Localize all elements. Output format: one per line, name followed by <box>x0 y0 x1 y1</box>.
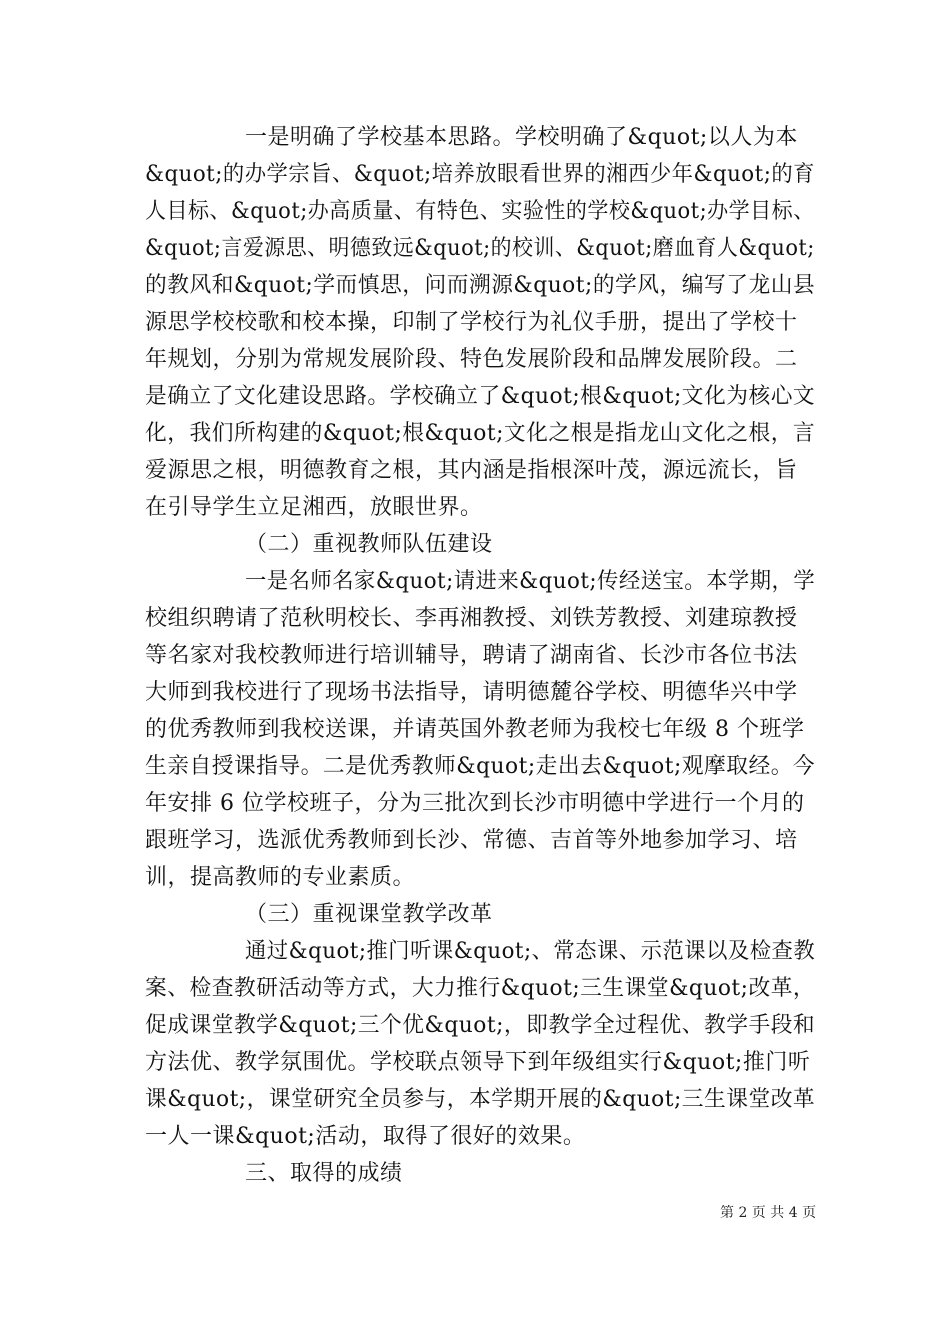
paragraph-line: 源思学校校歌和校本操，印制了学校行为礼仪手册，提出了学校十 <box>145 310 798 335</box>
paragraph-line: 课&quot;，课堂研究全员参与，本学期开展的&quot;三生课堂改革 <box>145 1087 816 1112</box>
paragraph-line: 年安排 6 位学校班子，分为三批次到长沙市明德中学进行一个月的 <box>145 791 805 816</box>
paragraph-line: 的教风和&quot;学而慎思，问而溯源&quot;的学风，编写了龙山县 <box>145 273 816 298</box>
paragraph-line: &quot;的办学宗旨、&quot;培养放眼看世界的湘西少年&quot;的育 <box>145 162 816 187</box>
section-heading: 三、取得的成绩 <box>245 1161 403 1186</box>
paragraph-line: 一是明确了学校基本思路。学校明确了&quot;以人为本 <box>245 125 798 150</box>
paragraph-line: 训，提高教师的专业素质。 <box>145 865 416 890</box>
paragraph-line: 在引导学生立足湘西，放眼世界。 <box>145 495 483 520</box>
paragraph-line: 方法优、教学氛围优。学校联点领导下到年级组实行&quot;推门听 <box>145 1050 811 1075</box>
paragraph-line: 年规划，分别为常规发展阶段、特色发展阶段和品牌发展阶段。二 <box>145 347 798 372</box>
paragraph-line: 校组织聘请了范秋明校长、李再湘教授、刘铁芳教授、刘建琼教授 <box>145 606 798 631</box>
paragraph-line: 生亲自授课指导。二是优秀教师&quot;走出去&quot;观摩取经。今 <box>145 754 816 779</box>
paragraph-line: 的优秀教师到我校送课，并请英国外教老师为我校七年级 8 个班学 <box>145 717 805 742</box>
paragraph-line: 是确立了文化建设思路。学校确立了&quot;根&quot;文化为核心文 <box>145 384 816 409</box>
paragraph-line: 一是名师名家&quot;请进来&quot;传经送宝。本学期，学 <box>245 569 816 594</box>
paragraph-line: 大师到我校进行了现场书法指导，请明德麓谷学校、明德华兴中学 <box>145 680 798 705</box>
paragraph-line: 爱源思之根，明德教育之根，其内涵是指根深叶茂，源远流长，旨 <box>145 458 798 483</box>
section-heading: （二）重视教师队伍建设 <box>245 532 493 557</box>
page-footer: 第 2 页 共 4 页 <box>720 1205 817 1221</box>
paragraph-line: 一人一课&quot;活动，取得了很好的效果。 <box>145 1124 586 1149</box>
section-heading: （三）重视课堂教学改革 <box>245 902 493 927</box>
paragraph-line: 案、检查教研活动等方式，大力推行&quot;三生课堂&quot;改革， <box>145 976 816 1001</box>
paragraph-line: 化，我们所构建的&quot;根&quot;文化之根是指龙山文化之根，言 <box>145 421 816 446</box>
paragraph-line: 等名家对我校教师进行培训辅导，聘请了湖南省、长沙市各位书法 <box>145 643 798 668</box>
paragraph-line: 促成课堂教学&quot;三个优&quot;，即教学全过程优、教学手段和 <box>145 1013 816 1038</box>
paragraph-line: 通过&quot;推门听课&quot;、常态课、示范课以及检查教 <box>245 939 816 964</box>
paragraph-line: &quot;言爱源思、明德致远&quot;的校训、&quot;磨血育人&quot; <box>145 236 815 261</box>
paragraph-line: 人目标、&quot;办高质量、有特色、实验性的学校&quot;办学目标、 <box>145 199 815 224</box>
paragraph-line: 跟班学习，选派优秀教师到长沙、常德、吉首等外地参加学习、培 <box>145 828 798 853</box>
